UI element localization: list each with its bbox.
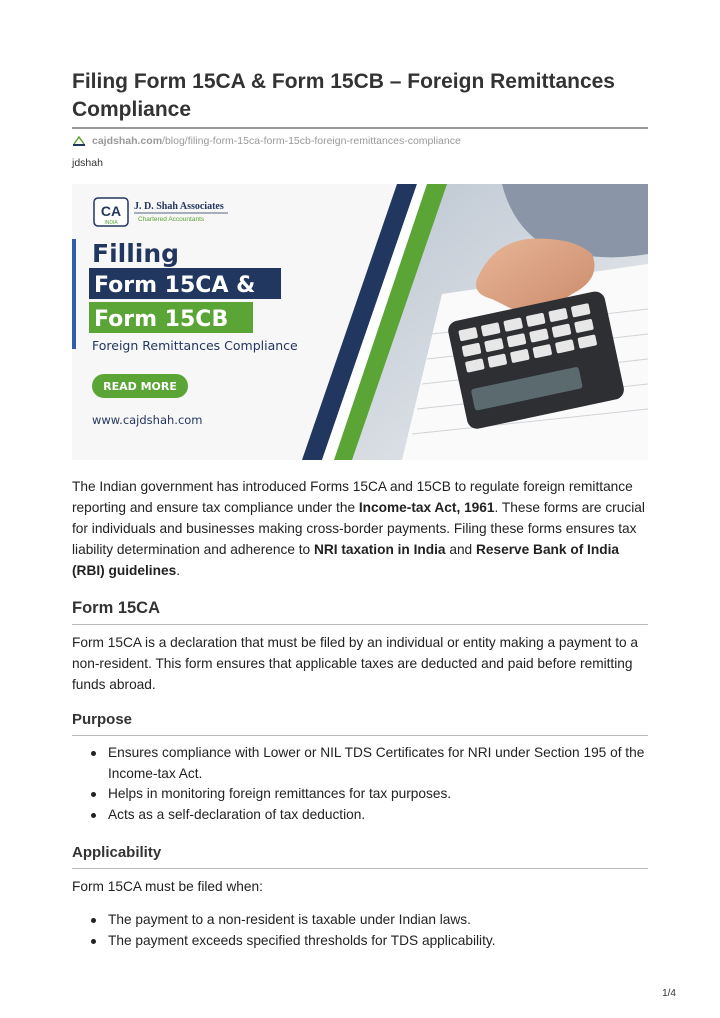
list-item: Helps in monitoring foreign remittances for tax purposes. (108, 784, 648, 805)
applicability-lead: Form 15CA must be filed when: (72, 879, 263, 894)
banner-subtitle: Foreign Remittances Compliance (92, 338, 298, 353)
intro-paragraph: The Indian government has introduced Forms 15CA and 15CB to regulate foreign remittance reporting and ensure tax compliance under the Income-tax Act, 1961. These forms are crucial for individuals and businesses making cross-border payments. Filing these forms ensures tax liability determination and adherence to NRI taxation in India and Reserve Bank of India (RBI) guidelines. (72, 479, 645, 578)
purpose-heading: Purpose (72, 711, 133, 728)
accent-bar (72, 239, 76, 349)
firm-tagline: Chartered Accountants (138, 216, 205, 223)
ca-logo-text: CA (100, 203, 122, 219)
site-favicon-icon (72, 135, 86, 147)
article-title: Filing Form 15CA & Form 15CB – Foreign Remittances Compliance (72, 70, 615, 121)
purpose-divider (72, 735, 648, 736)
rbi-guidelines-bold: Reserve Bank of India (RBI) guidelines (72, 542, 619, 578)
income-tax-act-bold: Income-tax Act, 1961 (358, 500, 495, 515)
list-item: Acts as a self-declaration of tax deduction. (108, 805, 648, 826)
source-path: /blog/filing-form-15ca-form-15cb-foreign-remittances-compliance (162, 135, 461, 147)
banner-line1: Filling (92, 239, 180, 268)
purpose-list (72, 743, 648, 825)
title-divider (72, 127, 648, 129)
ca-logo-sub: INDIA (104, 220, 118, 226)
page-number: 1/4 (662, 988, 676, 999)
source-line (72, 133, 461, 149)
source-domain-link[interactable]: cajdshah.com (92, 135, 163, 147)
list-item: Ensures compliance with Lower or NIL TDS Certificates for NRI under Section 195 of the Income-tax Act. (108, 743, 648, 784)
nri-taxation-bold: NRI taxation in India (313, 542, 446, 557)
form15ca-paragraph: Form 15CA is a declaration that must be filed by an individual or entity making a payment to a non-resident. This form ensures that applicable taxes are deducted and paid before remitting funds abroad. (72, 635, 639, 692)
read-more-label: READ MORE (103, 380, 177, 393)
banner-line3: Form 15CB (94, 307, 229, 332)
banner-website: www.cajdshah.com (92, 413, 203, 427)
applicability-list (72, 910, 648, 951)
list-item: The payment to a non-resident is taxable under Indian laws. (108, 910, 648, 931)
list-item: The payment exceeds specified thresholds for TDS applicability. (108, 931, 648, 952)
form15ca-divider (72, 624, 648, 625)
firm-name: J. D. Shah Associates (134, 201, 224, 212)
author-name: jdshah (72, 157, 103, 169)
banner-artwork (72, 184, 648, 460)
form15ca-heading: Form 15CA (72, 599, 161, 617)
applicability-divider (72, 868, 648, 869)
applicability-heading: Applicability (72, 844, 162, 861)
banner-line2: Form 15CA & (94, 273, 256, 298)
hero-banner (72, 184, 648, 460)
